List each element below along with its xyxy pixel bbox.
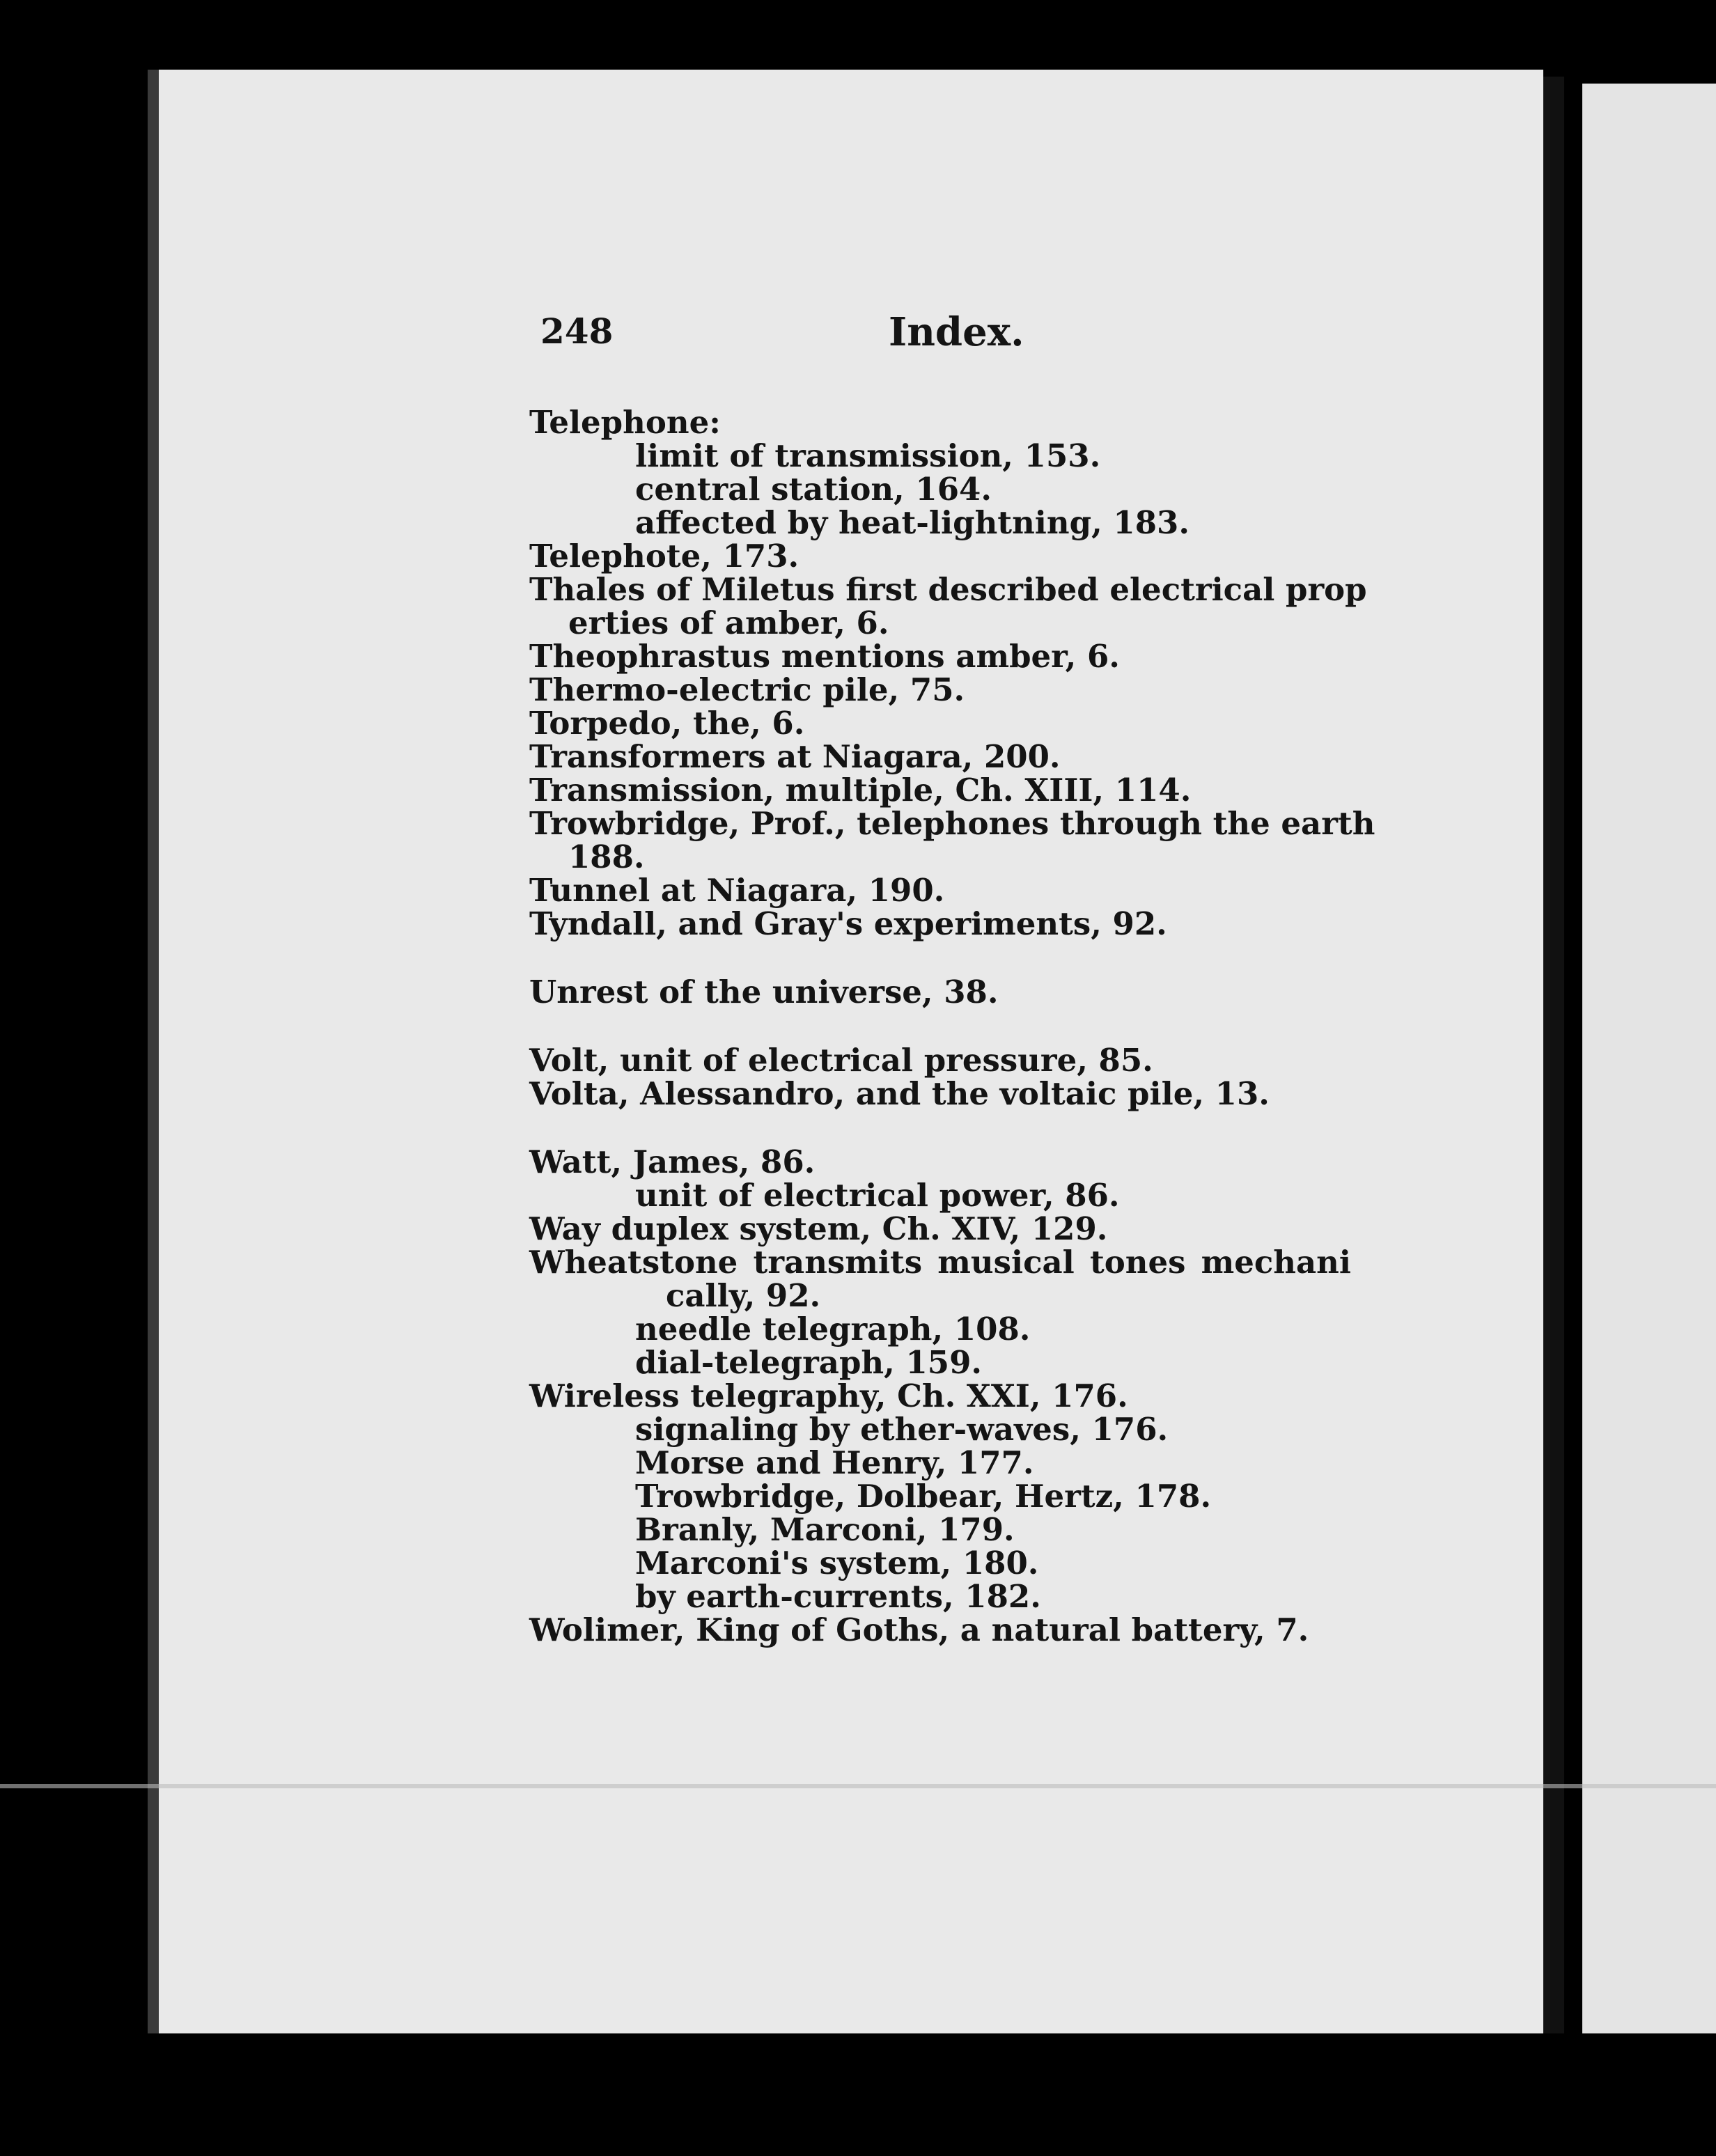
index-subentry: Trowbridge, Dolbear, Hertz, 178.: [635, 1478, 1212, 1515]
index-entry: Transmission, multiple, Ch. XIII, 114.: [529, 772, 1192, 808]
index-subentry: unit of electrical power, 86.: [635, 1177, 1120, 1214]
index-entry: Thermo-electric pile, 75.: [529, 671, 965, 708]
index-entry: Telephote, 173.: [529, 538, 800, 575]
index-entry: Way duplex system, Ch. XIV, 129.: [529, 1210, 1108, 1247]
index-subentry: Morse and Henry, 177.: [635, 1444, 1034, 1481]
index-entry: Torpedo, the, 6.: [529, 705, 805, 742]
index-entry: Thales of Miletus first described electrical prop: [529, 571, 1367, 608]
page-title: Index.: [889, 309, 1024, 355]
index-entry: Unrest of the universe, 38.: [529, 974, 999, 1010]
index-subentry: dial-telegraph, 159.: [635, 1344, 983, 1381]
index-entry: Tunnel at Niagara, 190.: [529, 872, 945, 909]
index-subentry: needle telegraph, 108.: [635, 1311, 1031, 1348]
index-entry: Wireless telegraphy, Ch. XXI, 176.: [529, 1377, 1128, 1414]
index-subentry: Branly, Marconi, 179.: [635, 1511, 1015, 1548]
index-entry: Tyndall, and Gray's experiments, 92.: [529, 905, 1167, 942]
index-entry: Transformers at Niagara, 200.: [529, 738, 1061, 775]
index-entry: Volt, unit of electrical pressure, 85.: [529, 1042, 1153, 1079]
index-subentry: Marconi's system, 180.: [635, 1545, 1039, 1581]
index-entry: Wheatstone transmits musical tones mechani: [529, 1244, 1351, 1281]
index-entry-continuation: cally, 92.: [666, 1277, 821, 1314]
index-entry: Trowbridge, Prof., telephones through the earth: [529, 805, 1375, 842]
scan-artifact-line: [0, 1784, 1716, 1788]
index-subentry: affected by heat-lightning, 183.: [635, 504, 1190, 541]
page-number: 248: [540, 311, 614, 352]
page-left-edge: [148, 70, 159, 2033]
adjacent-page-edge: [1582, 84, 1716, 2033]
index-entry-continuation: erties of amber, 6.: [568, 604, 889, 641]
index-subentry: central station, 164.: [635, 471, 992, 508]
running-head: [540, 306, 1376, 369]
book-binding: [1543, 77, 1564, 2033]
index-entry: Telephone:: [529, 404, 721, 441]
index-entry: Volta, Alessandro, and the voltaic pile, 13.: [529, 1075, 1270, 1112]
index-entry: Wolimer, King of Goths, a natural battery, 7.: [529, 1611, 1309, 1648]
index-entry: Theophrastus mentions amber, 6.: [529, 638, 1120, 675]
index-entry-continuation: 188.: [568, 838, 645, 875]
index-subentry: by earth-currents, 182.: [635, 1578, 1041, 1615]
index-entry: Watt, James, 86.: [529, 1143, 816, 1180]
index-subentry: limit of transmission, 153.: [635, 437, 1101, 474]
index-subentry: signaling by ether-waves, 176.: [635, 1411, 1169, 1448]
